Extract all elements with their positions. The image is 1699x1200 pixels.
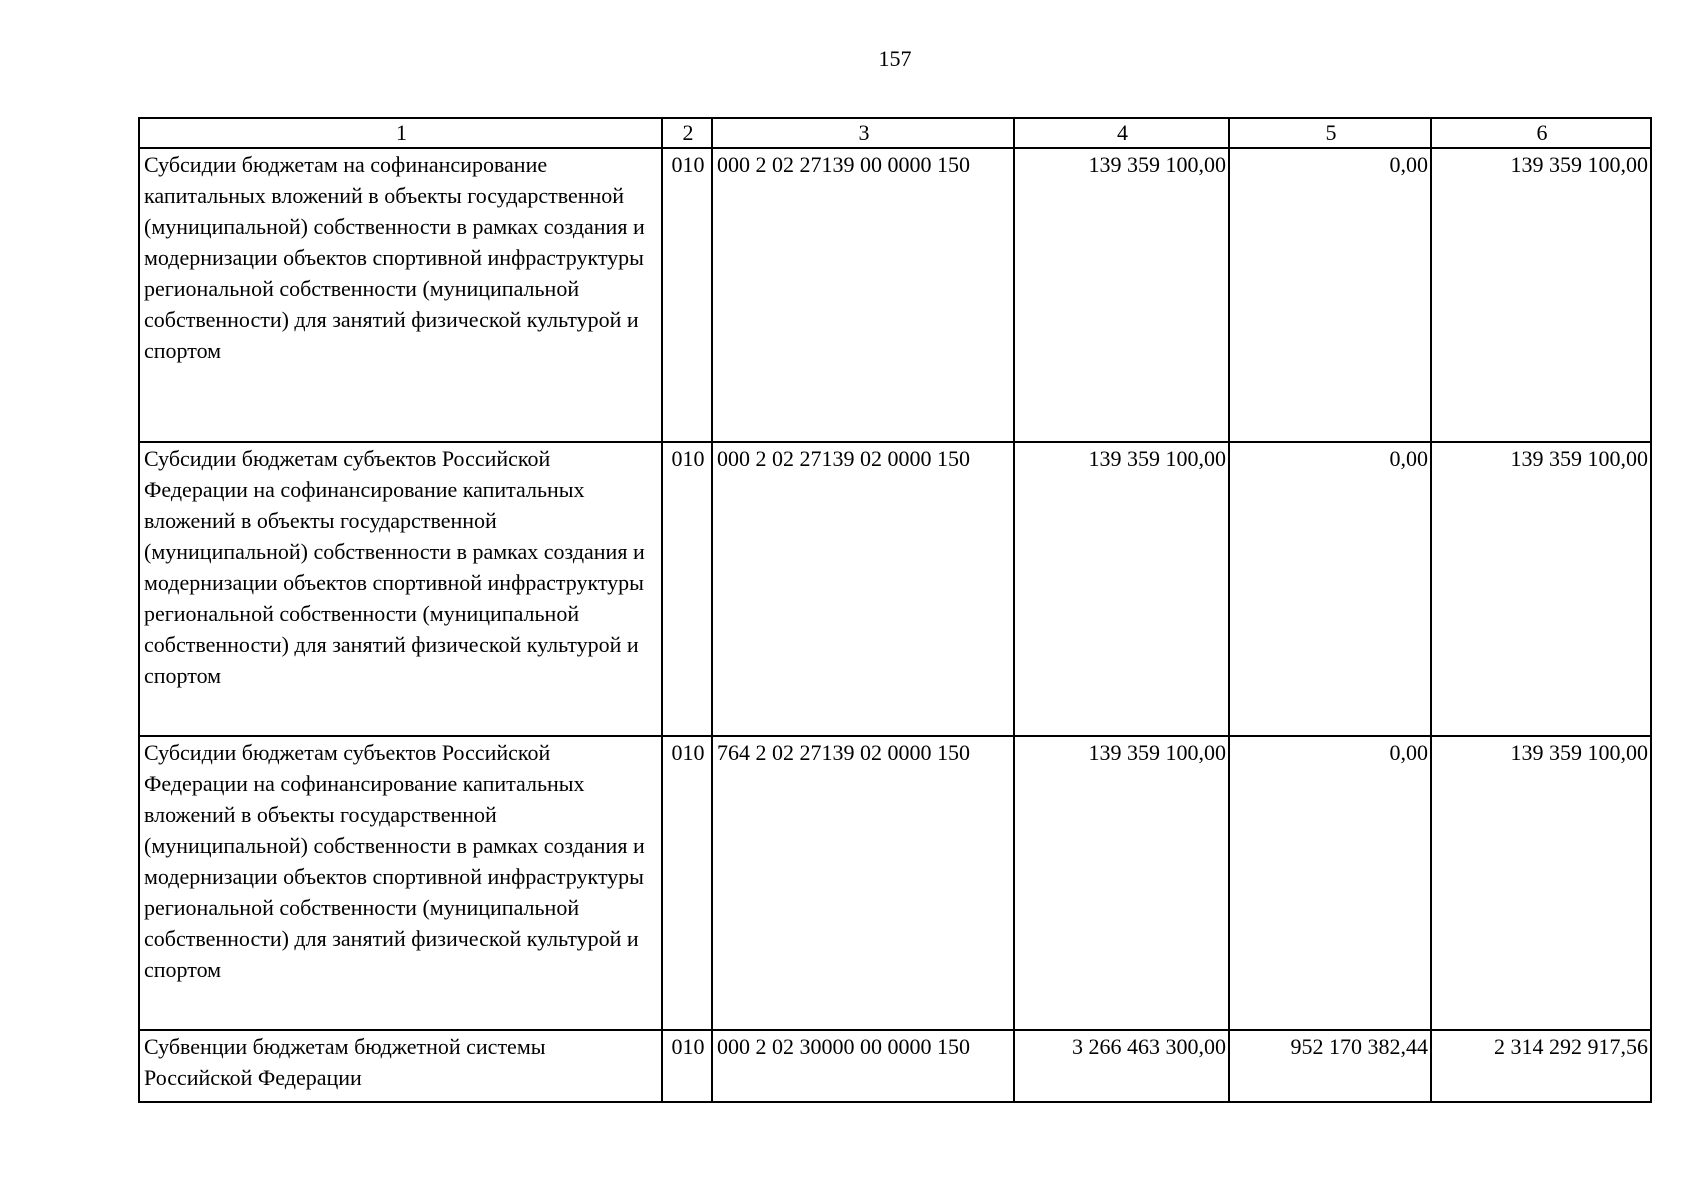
row-name-cell: Субсидии бюджетам на софинансирование капитальных вложений в объекты государственной (муниципальной) собственности в рамках создания и модернизации объектов спортивной инфраструктуры региональной собственности (муниципальной собственности) для занятий физической культурой и спортом [139,148,662,442]
row-executed-cell: 0,00 [1229,442,1431,736]
row-approved-cell: 139 359 100,00 [1014,442,1229,736]
row-remaining-cell: 139 359 100,00 [1431,148,1651,442]
row-admin-cell: 010 [662,442,712,736]
row-code-cell: 764 2 02 27139 02 0000 150 [712,736,1014,1030]
row-admin-cell: 010 [662,148,712,442]
row-admin-cell: 010 [662,1030,712,1102]
row-admin-cell: 010 [662,736,712,1030]
column-header-4: 4 [1014,118,1229,148]
row-remaining-cell: 2 314 292 917,56 [1431,1030,1651,1102]
row-executed-cell: 0,00 [1229,736,1431,1030]
row-remaining-cell: 139 359 100,00 [1431,736,1651,1030]
row-approved-cell: 3 266 463 300,00 [1014,1030,1229,1102]
table-row [139,1030,1651,1102]
row-name-cell: Субсидии бюджетам субъектов Российской Федерации на софинансирование капитальных вложений в объекты государственной (муниципальной) собственности в рамках создания и модернизации объектов спортивной инфраструктуры региональной собственности (муниципальной собственности) для занятий физической культурой и спортом [139,736,662,1030]
page-number: 157 [878,46,912,71]
budget-table [138,117,1652,1103]
row-approved-cell: 139 359 100,00 [1014,736,1229,1030]
row-code-cell: 000 2 02 27139 02 0000 150 [712,442,1014,736]
row-code-cell: 000 2 02 27139 00 0000 150 [712,148,1014,442]
table-row [139,442,1651,736]
column-header-5: 5 [1229,118,1431,148]
row-name-cell: Субсидии бюджетам субъектов Российской Федерации на софинансирование капитальных вложений в объекты государственной (муниципальной) собственности в рамках создания и модернизации объектов спортивной инфраструктуры региональной собственности (муниципальной собственности) для занятий физической культурой и спортом [139,442,662,736]
table-row [139,736,1651,1030]
column-header-1: 1 [139,118,662,148]
table-row [139,148,1651,442]
table-header-row [139,118,1651,148]
column-header-2: 2 [662,118,712,148]
row-executed-cell: 952 170 382,44 [1229,1030,1431,1102]
row-executed-cell: 0,00 [1229,148,1431,442]
row-name-cell: Субвенции бюджетам бюджетной системы Российской Федерации [139,1030,662,1102]
row-approved-cell: 139 359 100,00 [1014,148,1229,442]
row-remaining-cell: 139 359 100,00 [1431,442,1651,736]
column-header-3: 3 [712,118,1014,148]
column-header-6: 6 [1431,118,1651,148]
row-code-cell: 000 2 02 30000 00 0000 150 [712,1030,1014,1102]
